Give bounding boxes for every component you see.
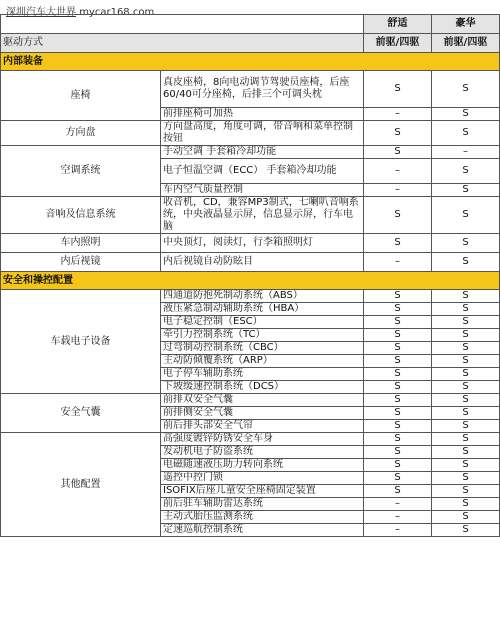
availability-value: S [432, 253, 500, 272]
feature-name: 前后排头部安全气帘 [161, 420, 364, 433]
availability-value: S [432, 433, 500, 446]
feature-name: 内后视镜自动防眩目 [161, 253, 364, 272]
availability-value: S [364, 407, 432, 420]
drive-row [1, 34, 500, 53]
table-row [1, 234, 500, 253]
availability-value: S [364, 329, 432, 342]
availability-value: S [364, 420, 432, 433]
feature-name: 四通道防抱死制动系统（ABS） [161, 290, 364, 303]
feature-name: 电子恒温空调（ECC） 手套箱冷却功能 [161, 159, 364, 184]
availability-value: S [364, 485, 432, 498]
availability-value: – [364, 524, 432, 537]
availability-value: – [364, 498, 432, 511]
feature-name: 过弯制动控制系统（CBC） [161, 342, 364, 355]
availability-value: S [432, 303, 500, 316]
feature-name: 电磁随速液压助力转向系统 [161, 459, 364, 472]
section-title: 内部装备 [1, 53, 500, 71]
availability-value: S [364, 446, 432, 459]
table-row [1, 71, 500, 108]
trim-name: 豪华 [432, 15, 500, 34]
availability-value: S [364, 381, 432, 394]
availability-value: S [432, 316, 500, 329]
feature-name: 遥控中控门锁 [161, 472, 364, 485]
group-label: 方向盘 [1, 121, 161, 146]
availability-value: S [432, 329, 500, 342]
availability-value: S [364, 394, 432, 407]
availability-value: S [364, 234, 432, 253]
table-row [1, 253, 500, 272]
availability-value: S [432, 108, 500, 121]
feature-name: 车内空气质量控制 [161, 184, 364, 197]
availability-value: S [364, 146, 432, 159]
group-label: 音响及信息系统 [1, 197, 161, 234]
trim-header-row [1, 15, 500, 34]
availability-value: – [432, 146, 500, 159]
header-blank-cell [1, 15, 364, 34]
feature-name: ISOFIX后座儿童安全座椅固定装置 [161, 485, 364, 498]
feature-name: 前排双安全气囊 [161, 394, 364, 407]
availability-value: S [364, 368, 432, 381]
table-row [1, 394, 500, 407]
availability-value: S [364, 197, 432, 234]
availability-value: S [432, 498, 500, 511]
group-label: 车载电子设备 [1, 290, 161, 394]
feature-name: 定速巡航控制系统 [161, 524, 364, 537]
availability-value: S [432, 355, 500, 368]
drive-value: 前驱/四驱 [364, 34, 432, 53]
section-header-row [1, 53, 500, 71]
feature-name: 主动防倾覆系统（ARP） [161, 355, 364, 368]
availability-value: – [364, 184, 432, 197]
table-row [1, 121, 500, 146]
availability-value: S [364, 303, 432, 316]
availability-value: S [364, 290, 432, 303]
availability-value: S [432, 472, 500, 485]
availability-value: S [364, 433, 432, 446]
table-row [1, 197, 500, 234]
availability-value: S [432, 159, 500, 184]
feature-name: 液压紧急制动辅助系统（HBA） [161, 303, 364, 316]
availability-value: S [364, 71, 432, 108]
feature-name: 手动空调 手套箱冷却功能 [161, 146, 364, 159]
section-header-row [1, 272, 500, 290]
availability-value: S [432, 71, 500, 108]
feature-name: 前排侧安全气囊 [161, 407, 364, 420]
availability-value: – [364, 511, 432, 524]
availability-value: S [432, 420, 500, 433]
availability-value: S [432, 184, 500, 197]
feature-name: 收音机，CD，兼容MP3制式，七喇叭音响系统，中央液晶显示屏，信息显示屏，行车电脑 [161, 197, 364, 234]
availability-value: S [432, 342, 500, 355]
group-label: 车内照明 [1, 234, 161, 253]
availability-value: S [432, 234, 500, 253]
availability-value: S [364, 316, 432, 329]
availability-value: S [364, 121, 432, 146]
availability-value: S [432, 394, 500, 407]
watermark-site-name: 深圳汽车大世界 [6, 7, 76, 18]
availability-value: – [364, 108, 432, 121]
feature-name: 前排座椅可加热 [161, 108, 364, 121]
table-row [1, 433, 500, 446]
group-label: 其他配置 [1, 433, 161, 537]
availability-value: S [432, 381, 500, 394]
availability-value: S [432, 290, 500, 303]
availability-value: S [432, 485, 500, 498]
spec-table [0, 14, 500, 537]
group-label: 空调系统 [1, 146, 161, 197]
trim-name: 舒适 [364, 15, 432, 34]
feature-name: 下坡缓速控制系统（DCS） [161, 381, 364, 394]
availability-value: S [432, 446, 500, 459]
availability-value: S [432, 459, 500, 472]
feature-name: 牵引力控制系统（TC） [161, 329, 364, 342]
feature-name: 前后驻车辅助雷达系统 [161, 498, 364, 511]
feature-name: 高强度镀锌防锈安全车身 [161, 433, 364, 446]
availability-value: S [432, 197, 500, 234]
availability-value: S [364, 472, 432, 485]
feature-name: 主动式胎压监测系统 [161, 511, 364, 524]
feature-name: 真皮座椅，8向电动调节驾驶员座椅，后座60/40可分座椅，后排三个可调头枕 [161, 71, 364, 108]
group-label: 安全气囊 [1, 394, 161, 433]
availability-value: S [432, 524, 500, 537]
availability-value: S [364, 355, 432, 368]
availability-value: S [432, 121, 500, 146]
availability-value: – [364, 159, 432, 184]
table-row [1, 290, 500, 303]
feature-name: 发动机电子防盗系统 [161, 446, 364, 459]
table-row [1, 146, 500, 159]
watermark-site-url: mycar168.com [79, 7, 155, 18]
feature-name: 电子停车辅助系统 [161, 368, 364, 381]
feature-name: 中央顶灯，阅读灯，行李箱照明灯 [161, 234, 364, 253]
section-title: 安全和操控配置 [1, 272, 500, 290]
availability-value: S [432, 368, 500, 381]
feature-name: 电子稳定控制（ESC） [161, 316, 364, 329]
drive-value: 前驱/四驱 [432, 34, 500, 53]
group-label: 座椅 [1, 71, 161, 121]
availability-value: – [364, 253, 432, 272]
feature-name: 方向盘高度，角度可调，带音响和菜单控制按钮 [161, 121, 364, 146]
group-label: 内后视镜 [1, 253, 161, 272]
availability-value: S [432, 407, 500, 420]
drive-label: 驱动方式 [1, 34, 364, 53]
availability-value: S [364, 459, 432, 472]
availability-value: S [432, 511, 500, 524]
availability-value: S [364, 342, 432, 355]
